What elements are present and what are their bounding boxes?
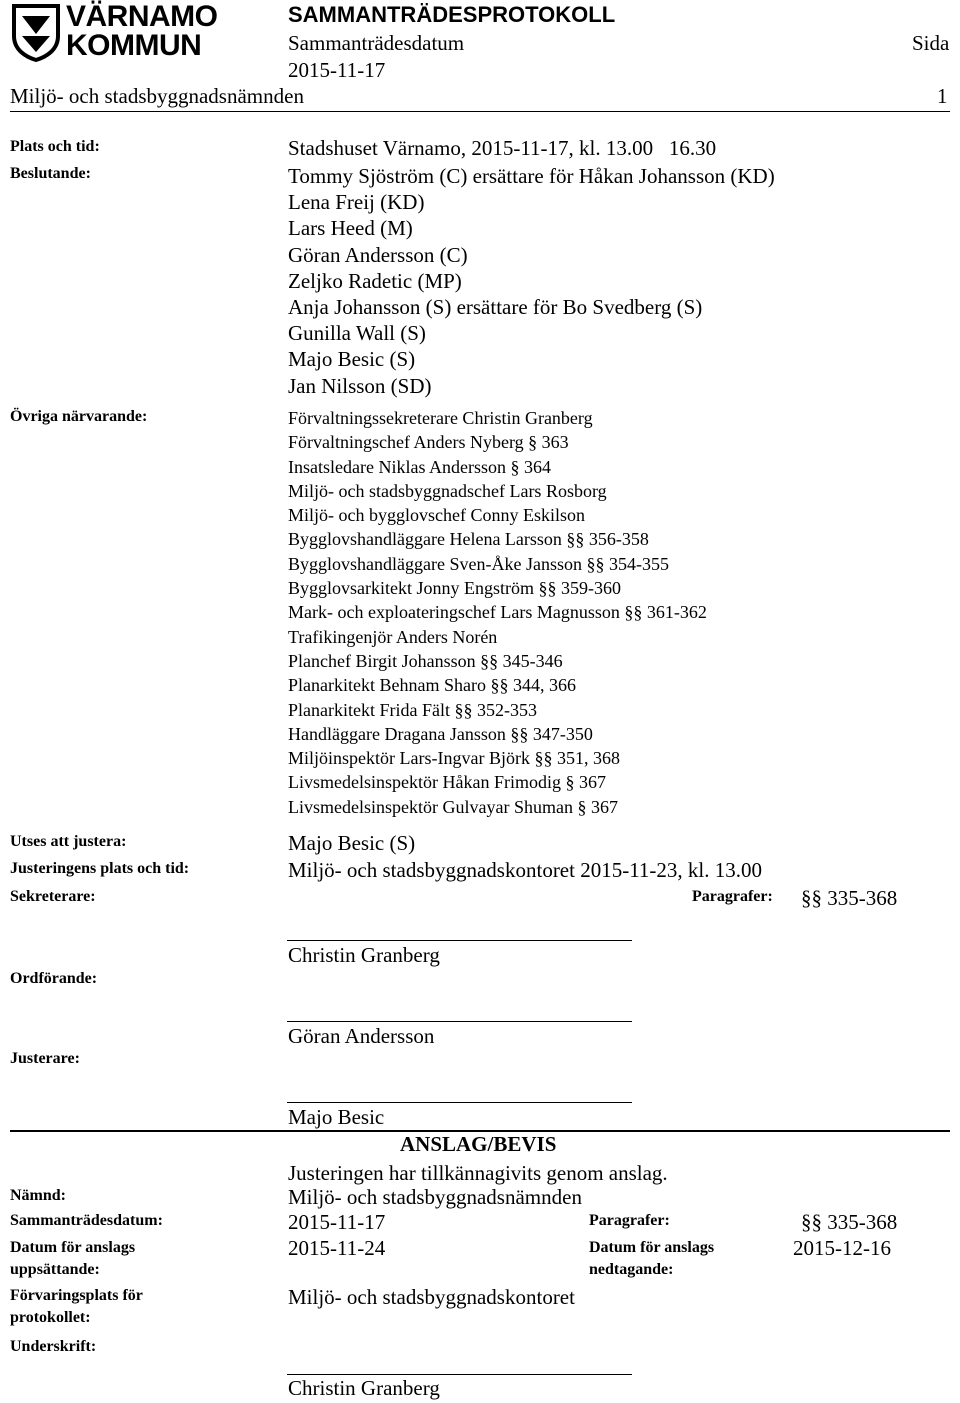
posted-date-label <box>10 1237 135 1281</box>
attendee: Planchef Birgit Johansson §§ 345-346 <box>288 650 563 671</box>
removed-date-value: 2015-12-16 <box>793 1236 891 1260</box>
adjuster-label: Utses att justera: <box>10 833 127 850</box>
attendee: Handläggare Dragana Jansson §§ 347-350 <box>288 723 593 744</box>
page-label: Sida <box>912 31 950 55</box>
board-name: Miljö- och stadsbyggnadsnämnden <box>10 84 304 108</box>
posted-label-line: uppsättande: <box>10 1261 100 1278</box>
adjust-place-label: Justeringens plats och tid: <box>10 860 190 877</box>
deciding-member: Zeljko Radetic (MP) <box>288 268 462 293</box>
storage-value: Miljö- och stadsbyggnadskontoret <box>288 1285 575 1309</box>
logo-line-2: KOMMUN <box>66 29 202 62</box>
attendee: Bygglovsarkitekt Jonny Engström §§ 359-360 <box>288 578 621 599</box>
posted-label-line: Datum för anslags <box>10 1239 136 1256</box>
document-title: SAMMANTRÄDESPROTOKOLL <box>288 2 616 27</box>
attendee: Förvaltningssekreterare Christin Granberg <box>288 408 593 428</box>
attendee: Förvaltningschef Anders Nyberg § 363 <box>288 432 569 453</box>
adjuster-value: Majo Besic (S) <box>288 831 416 855</box>
posted-date-value: 2015-11-24 <box>288 1236 386 1260</box>
adjuster-sign-label: Justerare: <box>10 1050 80 1067</box>
deciding-member: Göran Andersson (C) <box>288 242 468 267</box>
header-rule <box>10 111 950 112</box>
others-label: Övriga närvarande: <box>10 408 148 425</box>
attendee: Insatsledare Niklas Andersson § 364 <box>288 456 551 477</box>
notice-board-value: Miljö- och stadsbyggnadsnämnden <box>288 1185 582 1209</box>
page-number: 1 <box>937 84 948 108</box>
notice-paragraphs-label: Paragrafer: <box>589 1212 670 1229</box>
deciding-member: Lena Freij (KD) <box>288 190 425 215</box>
kommun-logo <box>10 2 240 64</box>
adjuster-name: Majo Besic <box>288 1105 385 1129</box>
notice-date-label: Sammanträdesdatum: <box>10 1212 163 1229</box>
deciding-list <box>288 163 775 399</box>
deciding-member: Majo Besic (S) <box>288 347 416 372</box>
secretary-signature-line <box>287 940 632 941</box>
secretary-label: Sekreterare: <box>10 888 96 905</box>
attendee: Mark- och exploateringschef Lars Magnusson §§ 361-362 <box>288 602 707 623</box>
notice-board-label: Nämnd: <box>10 1187 67 1204</box>
notice-title: ANSLAG/BEVIS <box>400 1132 557 1156</box>
place-label: Plats och tid: <box>10 138 100 155</box>
date-label: Sammanträdesdatum <box>288 31 465 55</box>
attendee: Trafikingenjör Anders Norén <box>288 626 498 647</box>
attendee: Livsmedelsinspektör Gulvayar Shuman § 367 <box>288 796 618 817</box>
chair-name: Göran Andersson <box>288 1024 435 1048</box>
chair-signature-line <box>287 1021 632 1022</box>
notice-paragraphs-value: §§ 335-368 <box>801 1210 898 1234</box>
notice-date-value: 2015-11-17 <box>288 1210 386 1234</box>
place-value: Stadshuset Värnamo, 2015-11-17, kl. 13.00 16.30 <box>288 136 717 160</box>
attendee: Planarkitekt Behnam Sharo §§ 344, 366 <box>288 675 576 696</box>
attendee: Livsmedelsinspektör Håkan Frimodig § 367 <box>288 772 606 793</box>
meeting-date: 2015-11-17 <box>288 58 386 82</box>
chair-label: Ordförande: <box>10 970 98 987</box>
attendee: Bygglovshandläggare Helena Larsson §§ 356-358 <box>288 529 649 550</box>
deciding-member: Gunilla Wall (S) <box>288 321 426 346</box>
storage-label <box>10 1285 143 1329</box>
removed-date-label <box>589 1237 714 1281</box>
coat-of-arms-icon <box>10 2 62 62</box>
attendee: Miljö- och bygglovschef Conny Eskilson <box>288 505 585 526</box>
notice-signature-line <box>287 1374 632 1375</box>
deciding-member: Anja Johansson (S) ersättare för Bo Svedberg (S) <box>288 295 703 320</box>
removed-label-line: Datum för anslags <box>589 1239 715 1256</box>
attendee: Planarkitekt Frida Fält §§ 352-353 <box>288 699 537 720</box>
storage-label-line: protokollet: <box>10 1309 91 1326</box>
logo-line-1: VÄRNAMO <box>66 0 218 33</box>
adjust-place-value: Miljö- och stadsbyggnadskontoret 2015-11-23, kl. 13.00 <box>288 858 763 882</box>
deciding-member: Tommy Sjöström (C) ersättare för Håkan Johansson (KD) <box>288 164 775 188</box>
attendee: Miljöinspektör Lars-Ingvar Björk §§ 351, 368 <box>288 748 620 769</box>
paragraphs-label: Paragrafer: <box>692 888 773 905</box>
removed-label-line: nedtagande: <box>589 1261 674 1278</box>
deciding-label: Beslutande: <box>10 165 91 182</box>
notice-intro: Justeringen har tillkännagivits genom anslag. <box>288 1161 668 1185</box>
storage-label-line: Förvaringsplats för <box>10 1287 143 1304</box>
others-list <box>288 406 707 819</box>
deciding-member: Jan Nilsson (SD) <box>288 373 432 398</box>
adjuster-signature-line <box>287 1102 632 1103</box>
notice-signature-name: Christin Granberg <box>288 1376 440 1400</box>
signature-label: Underskrift: <box>10 1338 97 1355</box>
deciding-member: Lars Heed (M) <box>288 216 413 241</box>
paragraphs-value: §§ 335-368 <box>801 886 898 910</box>
attendee: Bygglovshandläggare Sven-Åke Jansson §§ 354-355 <box>288 553 669 574</box>
attendee: Miljö- och stadsbyggnadschef Lars Rosborg <box>288 480 607 501</box>
secretary-name: Christin Granberg <box>288 943 440 967</box>
